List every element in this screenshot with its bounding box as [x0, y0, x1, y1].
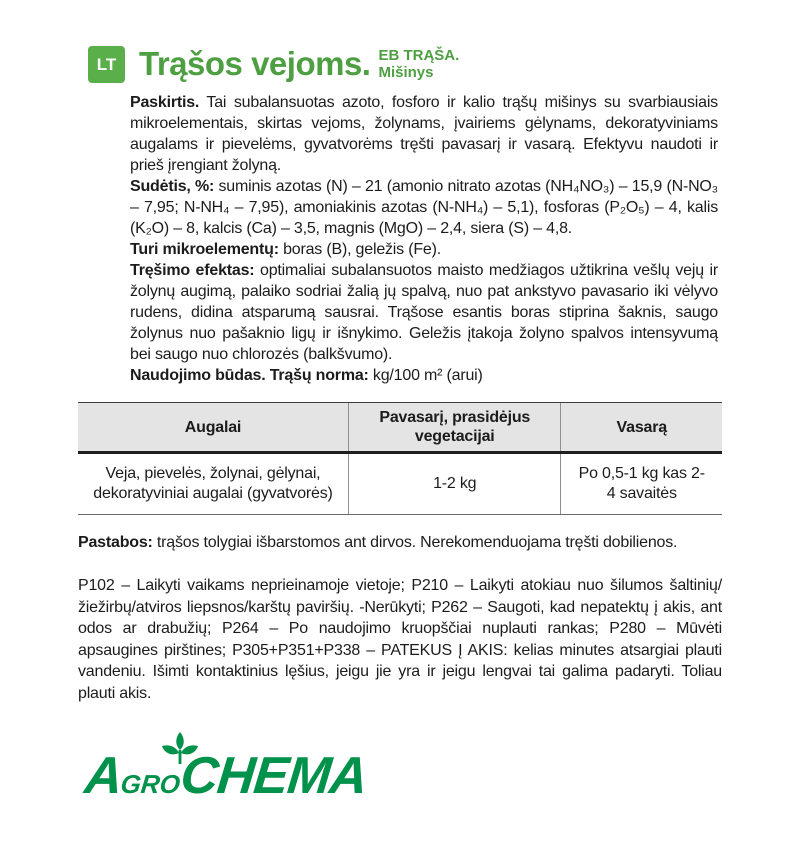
logo-letters-chema: CHEMA [177, 747, 370, 805]
label-page [0, 44, 800, 844]
composition-text: suminis azotas (N) – 21 (amonio nitrato azotas (NH₄NO₃) – 15,9 (N-NO₃ – 7,95; N-NH₄ – 7,95), amoniakinis azotas (N-NH₄) – 5,1), fosforas (P₂O₅) – 4, kalis (K₂O) – 8, kalcis (Ca) – 3,5, magnis (MgO) – 2,4, siera (S) – 4,8. [130, 178, 718, 237]
logo-letters-gro: GRO [119, 769, 182, 799]
table-row [78, 453, 722, 515]
usage-text: kg/100 m² (arui) [368, 367, 483, 384]
rate-cell-summer: Po 0,5-1 kg kas 2-4 savaitės [561, 453, 722, 515]
page-title: Trąšos vejoms. [139, 45, 371, 82]
paragraph-composition [130, 176, 718, 239]
description-section [130, 92, 718, 386]
notes-paragraph [78, 532, 722, 553]
agrochema-logo [82, 736, 382, 814]
rate-cell-spring: 1-2 kg [348, 453, 561, 515]
rate-table-header-summer: Vasarą [561, 403, 722, 453]
microelements-text: boras (B), geležis (Fe). [278, 241, 441, 258]
paragraph-purpose [130, 92, 718, 176]
language-badge-label: LT [96, 54, 117, 74]
safety-phrases-paragraph: P102 – Laikyti vaikams neprieinamoje vietoje; P210 – Laikyti atokiau nuo šilumos šaltinių/žiežirbų/atviros liepsnos/karštų paviršių. -Nerūkyti; P262 – Saugoti, kad nepatektų į akis, ant odos ar drabužių; P264 – Po naudojimo kruopščiai nuplauti rankas; P280 – Mūvėti apsaugines pirštines; P305+P351+P338 – PATEKUS Į AKIS: kelias minutes atsargiai plauti vandeniu. Išimti kontaktinius lęšius, jeigu jie yra ir jeigu lengvai tai galima padaryti. Toliau plauti akis. [78, 577, 722, 702]
paragraph-effect [130, 260, 718, 365]
effect-text: optimaliai subalansuotos maisto medžiagos užtikrina vešlų vejų ir žolynų augimą, palaiko sodriai žalią jų spalvą, nuo pat ankstyvo pavasario iki vėlyvo rudens, didina atsparumą sausrai. Trąšose esantis boras stiprina šaknis, saugo žolynus nuo pašaknio ligų ir išnykimo. Geležis įtakoja žolyno spalvos intensyvumą bei saugo nuo chlorozės (balkšvumo). [130, 262, 718, 363]
microelements-label: Turi mikroelementų: [130, 241, 279, 258]
header [88, 44, 718, 84]
paragraph-usage [130, 365, 718, 386]
product-type-line1: EB TRĄŠA. [378, 47, 460, 64]
product-type-line2: Mišinys [378, 64, 434, 81]
purpose-label: Paskirtis. [130, 94, 200, 111]
rate-table-header-plants: Augalai [78, 403, 348, 453]
paragraph-microelements [130, 239, 718, 260]
logo-wordmark [82, 746, 370, 806]
notes-text: trąšos tolygiai išbarstomos ant dirvos. Nerekomenduojama tręšti dobilienos. [152, 534, 678, 551]
composition-label: Sudėtis, %: [130, 178, 215, 195]
rate-cell-plants: Veja, pievelės, žolynai, gėlynai, dekoratyviniai augalai (gyvatvorės) [78, 453, 348, 515]
notes-label: Pastabos: [78, 534, 153, 551]
rate-table-header-row [78, 403, 722, 453]
usage-label: Naudojimo būdas. Trąšų norma: [130, 367, 369, 384]
rate-table-header-spring: Pavasarį, prasidėjus vegetacijai [348, 403, 561, 453]
product-type [378, 47, 459, 81]
language-badge [88, 46, 125, 83]
purpose-text: Tai subalansuotas azoto, fosforo ir kalio trąšų mišinys su svarbiausiais mikroelementais, skirtas vejoms, žolynams, įvairiems gėlynams, dekoratyviniams augalams ir pievelėms, gyvatvorėms tręšti pavasarį ir vasarą. Efektyvu naudoti ir prieš įrengiant žolyną. [130, 94, 718, 174]
rate-table [78, 402, 722, 515]
logo-letter-a: A [82, 747, 125, 805]
effect-label: Tręšimo efektas: [130, 262, 255, 279]
rate-table-section [78, 402, 722, 515]
